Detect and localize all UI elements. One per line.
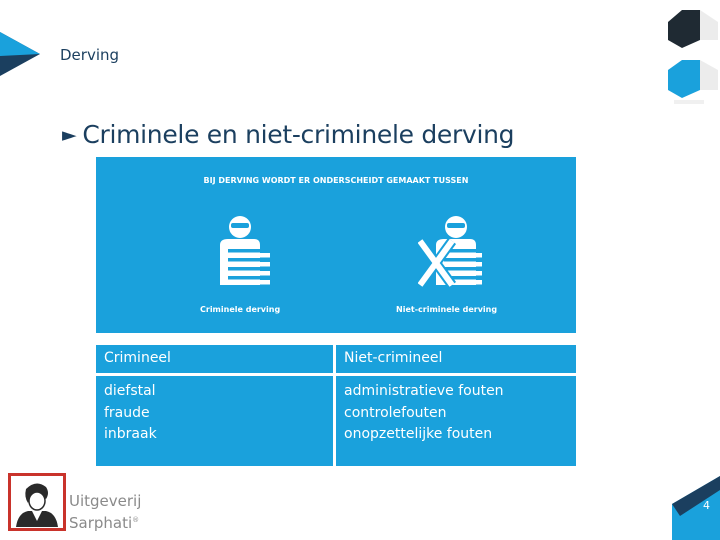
slide-title: [62, 120, 514, 149]
table-header-crimineel: Crimineel: [96, 345, 333, 373]
list-item: administratieve fouten: [344, 383, 504, 399]
publisher-logo-text: [69, 492, 141, 533]
logo-line-1: Uitgeverij: [69, 492, 142, 510]
logo-line-2-text: Sarphati: [69, 514, 133, 532]
derving-table: [96, 345, 576, 466]
bullet-arrow-icon: ►: [62, 124, 77, 146]
page-number: 4: [703, 499, 710, 512]
table-row: [96, 373, 576, 466]
list-item: onopzettelijke fouten: [344, 426, 493, 442]
corner-decoration-top-left: [0, 0, 45, 80]
page-number-shape: [672, 476, 720, 540]
list-item: diefstal: [104, 383, 156, 399]
list-item: inbraak: [104, 426, 157, 442]
table-header-niet-crimineel: Niet-crimineel: [336, 345, 576, 373]
derving-infographic: [96, 157, 576, 333]
table-cell-crimineel: [96, 376, 333, 466]
logo-line-2: [69, 511, 141, 533]
niet-criminele-derving-label: Niet-criminele derving: [396, 305, 498, 314]
crossed-burglar-icon: [418, 215, 488, 289]
slide-title-text: Criminele en niet-criminele derving: [82, 120, 515, 149]
publisher-logo-icon: [8, 473, 66, 531]
table-header-row: [96, 345, 576, 373]
criminele-derving-label: Criminele derving: [200, 305, 281, 314]
registered-mark: ®: [132, 516, 140, 524]
infographic-heading: BIJ DERVING WORDT ER ONDERSCHEIDT GEMAAKT TUSSEN: [203, 176, 469, 185]
list-item: controlefouten: [344, 404, 447, 421]
burglar-icon: [214, 215, 270, 289]
list-item: fraude: [104, 404, 150, 421]
corner-decoration-top-right: [660, 0, 720, 110]
table-cell-niet-crimineel: [336, 376, 576, 466]
section-label: Derving: [60, 46, 120, 64]
